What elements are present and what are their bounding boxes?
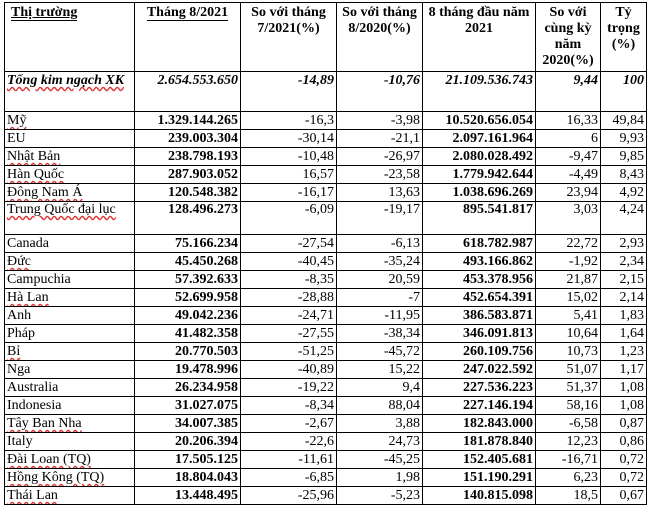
vs-same-month-value: 20,59 bbox=[337, 271, 423, 289]
export-market-table bbox=[4, 2, 647, 505]
vs-same-period-value: 21,87 bbox=[536, 271, 601, 289]
table-row bbox=[5, 379, 647, 397]
market-name bbox=[5, 469, 135, 487]
vs-same-period-value: 58,16 bbox=[536, 397, 601, 415]
eight-months-value: 227.146.194 bbox=[423, 397, 536, 415]
header-month: Tháng 8/2021 bbox=[135, 3, 241, 72]
table-row bbox=[5, 469, 647, 487]
header-market: Thị trường bbox=[5, 3, 135, 72]
share-value: 2,34 bbox=[601, 253, 647, 271]
vs-prev-month-value: -40,89 bbox=[241, 361, 337, 379]
market-name bbox=[5, 112, 135, 130]
eight-months-value: 10.520.656.054 bbox=[423, 112, 536, 130]
vs-prev-month-value: -24,71 bbox=[241, 307, 337, 325]
vs-same-period-value: 10,73 bbox=[536, 343, 601, 361]
market-name bbox=[5, 451, 135, 469]
eight-months-value: 452.654.391 bbox=[423, 289, 536, 307]
vs-same-period-value: 12,23 bbox=[536, 433, 601, 451]
vs-same-period-value: 6,23 bbox=[536, 469, 601, 487]
market-name-text: Hàn Quốc bbox=[7, 167, 65, 182]
vs-same-month-value: -23,58 bbox=[337, 166, 423, 184]
vs-prev-month-value: -19,22 bbox=[241, 379, 337, 397]
header-eight-months: 8 tháng đầu năm 2021 bbox=[423, 3, 536, 72]
vs-same-month-value: 9,4 bbox=[337, 379, 423, 397]
market-name-text: Thái Lan bbox=[7, 488, 58, 503]
table-row bbox=[5, 184, 647, 202]
market-name bbox=[5, 253, 135, 271]
vs-same-period-value: 15,02 bbox=[536, 289, 601, 307]
share-value: 2,14 bbox=[601, 289, 647, 307]
vs-same-period-value: -6,58 bbox=[536, 415, 601, 433]
total-eight-months: 21.109.536.743 bbox=[423, 72, 536, 112]
vs-prev-month-value: -22,6 bbox=[241, 433, 337, 451]
share-value: 1,64 bbox=[601, 325, 647, 343]
table-body bbox=[5, 72, 647, 505]
share-value: 9,85 bbox=[601, 148, 647, 166]
market-name: EU bbox=[5, 130, 135, 148]
total-row bbox=[5, 72, 647, 112]
eight-months-value: 181.878.840 bbox=[423, 433, 536, 451]
eight-months-value: 1.779.942.644 bbox=[423, 166, 536, 184]
vs-same-month-value: 3,88 bbox=[337, 415, 423, 433]
total-month: 2.654.553.650 bbox=[135, 72, 241, 112]
table-header bbox=[5, 3, 647, 72]
vs-same-month-value: -21,1 bbox=[337, 130, 423, 148]
month-value: 41.482.358 bbox=[135, 325, 241, 343]
vs-same-month-value: 24,73 bbox=[337, 433, 423, 451]
share-value: 1,23 bbox=[601, 343, 647, 361]
table-row bbox=[5, 289, 647, 307]
vs-prev-month-value: -27,54 bbox=[241, 235, 337, 253]
market-name: Canada bbox=[5, 235, 135, 253]
market-name bbox=[5, 202, 135, 235]
vs-same-period-value: 3,03 bbox=[536, 202, 601, 235]
vs-same-period-value: 51,07 bbox=[536, 361, 601, 379]
vs-same-month-value: 1,98 bbox=[337, 469, 423, 487]
vs-prev-month-value: -11,61 bbox=[241, 451, 337, 469]
share-value: 4,24 bbox=[601, 202, 647, 235]
month-value: 1.329.144.265 bbox=[135, 112, 241, 130]
month-value: 26.234.958 bbox=[135, 379, 241, 397]
market-name: Indonesia bbox=[5, 397, 135, 415]
total-vs-same-month: -10,76 bbox=[337, 72, 423, 112]
vs-same-month-value: 15,22 bbox=[337, 361, 423, 379]
market-name-text: Mỹ bbox=[7, 113, 27, 128]
share-value: 0,86 bbox=[601, 433, 647, 451]
month-value: 287.903.052 bbox=[135, 166, 241, 184]
market-name-text: Trung Quốc đại lục bbox=[7, 202, 116, 217]
eight-months-value: 2.097.161.964 bbox=[423, 130, 536, 148]
market-name: Italy bbox=[5, 433, 135, 451]
share-value: 0,72 bbox=[601, 451, 647, 469]
table-row bbox=[5, 271, 647, 289]
vs-prev-month-value: -6,09 bbox=[241, 202, 337, 235]
vs-same-month-value: -6,13 bbox=[337, 235, 423, 253]
vs-same-period-value: 6 bbox=[536, 130, 601, 148]
vs-prev-month-value: -6,85 bbox=[241, 469, 337, 487]
table-row bbox=[5, 433, 647, 451]
table-row bbox=[5, 166, 647, 184]
eight-months-value: 895.541.817 bbox=[423, 202, 536, 235]
share-value: 1,08 bbox=[601, 379, 647, 397]
month-value: 17.505.125 bbox=[135, 451, 241, 469]
vs-same-period-value: 51,37 bbox=[536, 379, 601, 397]
vs-prev-month-value: -10,48 bbox=[241, 148, 337, 166]
table-row bbox=[5, 343, 647, 361]
eight-months-value: 1.038.696.269 bbox=[423, 184, 536, 202]
month-value: 57.392.633 bbox=[135, 271, 241, 289]
table-row bbox=[5, 361, 647, 379]
market-name: Nga bbox=[5, 361, 135, 379]
share-value: 1,17 bbox=[601, 361, 647, 379]
vs-prev-month-value: 16,57 bbox=[241, 166, 337, 184]
share-value: 0,72 bbox=[601, 469, 647, 487]
vs-same-period-value: 18,5 bbox=[536, 487, 601, 505]
table-row bbox=[5, 253, 647, 271]
export-table-container bbox=[4, 2, 647, 505]
vs-same-month-value: 13,63 bbox=[337, 184, 423, 202]
market-name bbox=[5, 487, 135, 505]
market-name bbox=[5, 166, 135, 184]
share-value: 0,67 bbox=[601, 487, 647, 505]
month-value: 31.027.075 bbox=[135, 397, 241, 415]
month-value: 239.003.304 bbox=[135, 130, 241, 148]
vs-same-period-value: -9,47 bbox=[536, 148, 601, 166]
vs-prev-month-value: -27,55 bbox=[241, 325, 337, 343]
market-name-text: Hồng Kông (TQ) bbox=[7, 470, 105, 485]
share-value: 8,43 bbox=[601, 166, 647, 184]
table-row bbox=[5, 202, 647, 235]
share-value: 4,92 bbox=[601, 184, 647, 202]
vs-same-month-value: -26,97 bbox=[337, 148, 423, 166]
vs-same-month-value: -11,95 bbox=[337, 307, 423, 325]
vs-prev-month-value: -8,35 bbox=[241, 271, 337, 289]
eight-months-value: 618.782.987 bbox=[423, 235, 536, 253]
market-name: Anh bbox=[5, 307, 135, 325]
eight-months-value: 247.022.592 bbox=[423, 361, 536, 379]
month-value: 18.804.043 bbox=[135, 469, 241, 487]
vs-prev-month-value: -16,17 bbox=[241, 184, 337, 202]
market-name-text: Bỉ bbox=[7, 344, 21, 359]
table-row bbox=[5, 148, 647, 166]
vs-same-period-value: -16,71 bbox=[536, 451, 601, 469]
market-name bbox=[5, 184, 135, 202]
market-name bbox=[5, 289, 135, 307]
month-value: 52.699.958 bbox=[135, 289, 241, 307]
month-value: 75.166.234 bbox=[135, 235, 241, 253]
total-vs-same-period: 9,44 bbox=[536, 72, 601, 112]
vs-same-month-value: -3,98 bbox=[337, 112, 423, 130]
vs-prev-month-value: -40,45 bbox=[241, 253, 337, 271]
vs-prev-month-value: -25,96 bbox=[241, 487, 337, 505]
vs-same-month-value: 88,04 bbox=[337, 397, 423, 415]
market-name-text: Đài Loan (TQ) bbox=[7, 452, 91, 467]
share-value: 0,87 bbox=[601, 415, 647, 433]
vs-same-month-value: -45,72 bbox=[337, 343, 423, 361]
share-value: 1,08 bbox=[601, 397, 647, 415]
eight-months-value: 2.080.028.492 bbox=[423, 148, 536, 166]
vs-same-month-value: -5,23 bbox=[337, 487, 423, 505]
eight-months-value: 182.843.000 bbox=[423, 415, 536, 433]
market-name bbox=[5, 148, 135, 166]
market-name-text: Đức bbox=[7, 254, 31, 269]
table-row bbox=[5, 397, 647, 415]
market-name-text: Đông Nam Á bbox=[7, 185, 83, 200]
market-name-text: Nhật Bản bbox=[7, 149, 61, 164]
vs-prev-month-value: -2,67 bbox=[241, 415, 337, 433]
month-value: 238.798.193 bbox=[135, 148, 241, 166]
eight-months-value: 386.583.871 bbox=[423, 307, 536, 325]
total-name: Tổng kim ngạch XK bbox=[5, 72, 135, 112]
vs-same-month-value: -7 bbox=[337, 289, 423, 307]
share-value: 2,15 bbox=[601, 271, 647, 289]
vs-same-period-value: 10,64 bbox=[536, 325, 601, 343]
share-value: 49,84 bbox=[601, 112, 647, 130]
market-name-text: Tây Ban Nha bbox=[7, 416, 82, 431]
vs-prev-month-value: -30,14 bbox=[241, 130, 337, 148]
table-row bbox=[5, 235, 647, 253]
total-vs-prev-month: -14,89 bbox=[241, 72, 337, 112]
eight-months-value: 493.166.862 bbox=[423, 253, 536, 271]
header-row bbox=[5, 3, 647, 72]
total-share: 100 bbox=[601, 72, 647, 112]
month-value: 20.770.503 bbox=[135, 343, 241, 361]
market-name: Campuchia bbox=[5, 271, 135, 289]
market-name-text: Hà Lan bbox=[7, 290, 49, 305]
eight-months-value: 151.190.291 bbox=[423, 469, 536, 487]
market-name: Australia bbox=[5, 379, 135, 397]
share-value: 2,93 bbox=[601, 235, 647, 253]
share-value: 9,93 bbox=[601, 130, 647, 148]
table-row bbox=[5, 112, 647, 130]
market-name bbox=[5, 343, 135, 361]
month-value: 49.042.236 bbox=[135, 307, 241, 325]
eight-months-value: 260.109.756 bbox=[423, 343, 536, 361]
vs-same-period-value: 22,72 bbox=[536, 235, 601, 253]
month-value: 128.496.273 bbox=[135, 202, 241, 235]
eight-months-value: 140.815.098 bbox=[423, 487, 536, 505]
vs-same-period-value: 5,41 bbox=[536, 307, 601, 325]
table-row bbox=[5, 130, 647, 148]
vs-same-month-value: -38,34 bbox=[337, 325, 423, 343]
eight-months-value: 346.091.813 bbox=[423, 325, 536, 343]
month-value: 20.206.394 bbox=[135, 433, 241, 451]
vs-prev-month-value: -16,3 bbox=[241, 112, 337, 130]
market-name bbox=[5, 415, 135, 433]
table-row bbox=[5, 451, 647, 469]
vs-prev-month-value: -8,34 bbox=[241, 397, 337, 415]
vs-same-month-value: -19,17 bbox=[337, 202, 423, 235]
eight-months-value: 152.405.681 bbox=[423, 451, 536, 469]
market-name: Pháp bbox=[5, 325, 135, 343]
month-value: 120.548.382 bbox=[135, 184, 241, 202]
month-value: 34.007.385 bbox=[135, 415, 241, 433]
header-vs-same-month: So với tháng 8/2020(%) bbox=[337, 3, 423, 72]
vs-same-period-value: -1,92 bbox=[536, 253, 601, 271]
table-row bbox=[5, 307, 647, 325]
vs-same-month-value: -45,25 bbox=[337, 451, 423, 469]
month-value: 45.450.268 bbox=[135, 253, 241, 271]
table-row bbox=[5, 325, 647, 343]
header-vs-prev-month: So với tháng 7/2021(%) bbox=[241, 3, 337, 72]
vs-same-month-value: -35,24 bbox=[337, 253, 423, 271]
month-value: 13.448.495 bbox=[135, 487, 241, 505]
vs-same-period-value: 23,94 bbox=[536, 184, 601, 202]
vs-same-period-value: -4,49 bbox=[536, 166, 601, 184]
vs-same-period-value: 16,33 bbox=[536, 112, 601, 130]
vs-prev-month-value: -51,25 bbox=[241, 343, 337, 361]
table-row bbox=[5, 487, 647, 505]
month-value: 19.478.996 bbox=[135, 361, 241, 379]
header-share: Tỷ trọng (%) bbox=[601, 3, 647, 72]
header-vs-same-period: So với cùng kỳ năm 2020(%) bbox=[536, 3, 601, 72]
share-value: 1,83 bbox=[601, 307, 647, 325]
vs-prev-month-value: -28,88 bbox=[241, 289, 337, 307]
table-row bbox=[5, 415, 647, 433]
eight-months-value: 227.536.223 bbox=[423, 379, 536, 397]
eight-months-value: 453.378.956 bbox=[423, 271, 536, 289]
